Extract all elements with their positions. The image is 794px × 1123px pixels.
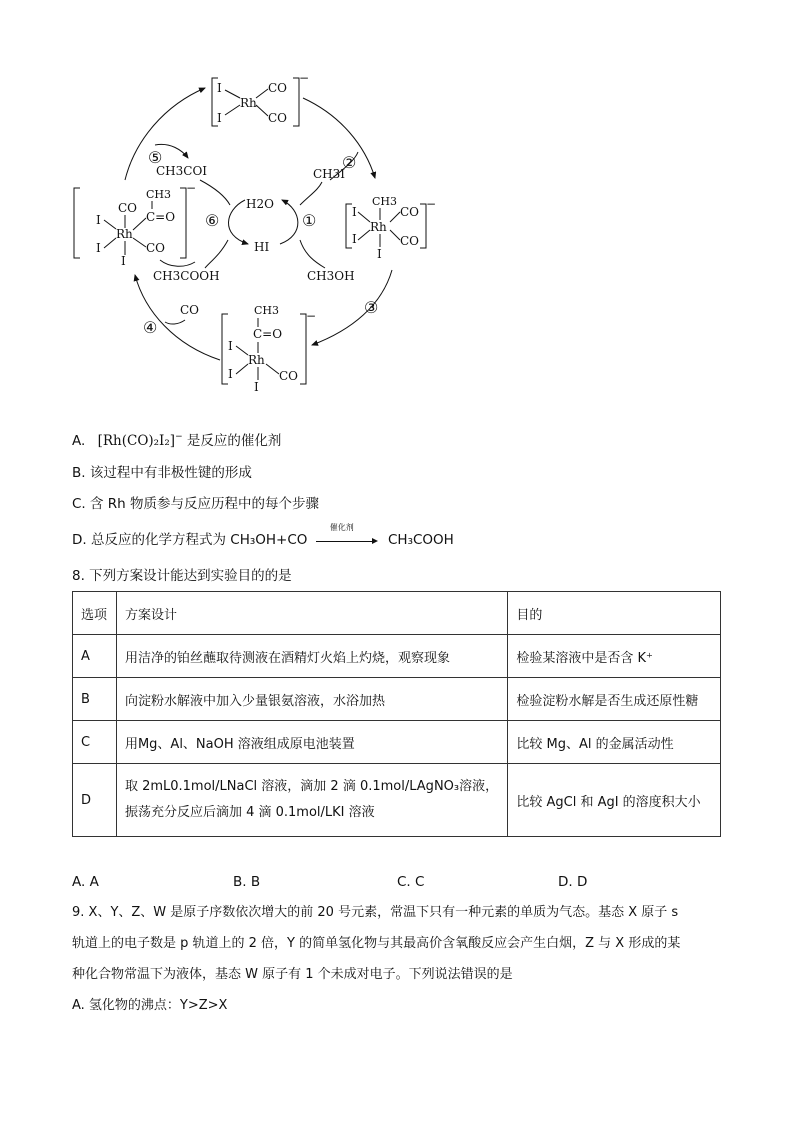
bottom-CO-2: CO: [279, 369, 299, 383]
row-c-purpose: 比较 Mg、Al 的金属活动性: [508, 721, 721, 764]
q8-choice-d: D. D: [558, 874, 588, 890]
inner-ch3cooh: [205, 240, 228, 268]
ch3oh-label: CH3OH: [307, 269, 355, 283]
co-in-arrow: [165, 320, 185, 324]
right-CO-1: CO: [400, 205, 420, 219]
row-a-purpose: 检验某溶液中是否含 K⁺: [508, 635, 721, 678]
left-charge: −: [186, 181, 197, 195]
ch3coi-label: CH3COI: [156, 164, 208, 178]
table-row: [73, 721, 721, 764]
catalyst-arrow: [316, 523, 380, 547]
step4-label: ④: [143, 318, 158, 337]
q7-option-c: C. 含 Rh 物质参与反应历程中的每个步骤: [72, 496, 320, 512]
right-complex: [346, 195, 436, 261]
row-d-design: [116, 764, 507, 837]
q9-line3: 种化合物常温下为液体，基态 W 原子有 1 个未成对电子。下列说法错误的是: [72, 967, 513, 982]
row-c-design: 用Mg、Al、NaOH 溶液组成原电池装置: [116, 721, 507, 764]
right-CO-2: CO: [400, 234, 420, 248]
step6-label: ⑥: [205, 211, 220, 230]
step3-label: ③: [364, 298, 379, 317]
ch3cooh-out-arrow: [160, 260, 195, 266]
q7-option-a-formula: [Rh(CO)₂I₂]: [97, 433, 176, 449]
left-CO-top: CO: [118, 201, 138, 215]
row-b-option: B: [73, 678, 117, 721]
q7-option-a: [72, 428, 281, 450]
header-option: 选项: [73, 592, 117, 635]
row-a-option: A: [73, 635, 117, 678]
top-charge: −: [299, 71, 310, 85]
step5-label: ⑤: [148, 148, 163, 167]
header-purpose: 目的: [508, 592, 721, 635]
q9-line1: 9. X、Y、Z、W 是原子序数依次增大的前 20 号元素，常温下只有一种元素的单质为气态。基态 X 原子 s: [72, 905, 679, 920]
left-CO-2: CO: [146, 241, 166, 255]
left-I-2: I: [96, 241, 101, 255]
top-complex: [212, 71, 309, 126]
step1-label: ①: [302, 211, 317, 230]
q7-option-a-text: 是反应的催化剂: [186, 433, 282, 449]
bottom-charge: −: [306, 309, 317, 323]
q7-option-d: [72, 523, 454, 549]
top-CO-2: CO: [268, 111, 288, 125]
right-Rh: Rh: [370, 220, 387, 234]
q7-option-a-charge: −: [175, 432, 183, 442]
q8-table: [72, 591, 721, 837]
step2-label: ②: [342, 153, 357, 172]
left-CO: C=O: [146, 210, 176, 224]
q8-stem: 8. 下列方案设计能达到实验目的的是: [72, 568, 292, 584]
inner-ch3i: [300, 182, 322, 205]
bottom-I-1: I: [228, 339, 233, 353]
q8-choice-a: A. A: [72, 874, 99, 890]
row-d-design-line1: 取 2mL0.1mol/LNaCl 溶液，滴加 2 滴 0.1mol/LAgNO₃溶液，: [124, 779, 499, 794]
table-row: [73, 635, 721, 678]
left-complex: [74, 181, 196, 268]
ch3i-label: CH3I: [313, 167, 346, 181]
inner-ch3coi: [200, 180, 230, 205]
ch3cooh-label: CH3COOH: [153, 269, 220, 283]
q7-option-b: B. 该过程中有非极性键的形成: [72, 465, 252, 481]
q8-choice-b: B. B: [233, 874, 261, 890]
row-b-purpose: 检验淀粉水解是否生成还原性糖: [508, 678, 721, 721]
q9-line2: 轨道上的电子数是 p 轨道上的 2 倍，Y 的简单氢化物与其最高价含氧酸反应会产生白烟，Z 与 X 形成的某: [72, 936, 681, 951]
top-CO-1: CO: [268, 81, 288, 95]
q8-choice-c: C. C: [397, 874, 425, 890]
bottom-complex: [222, 304, 316, 394]
h2o-label: H2O: [246, 197, 274, 211]
row-a-design: 用洁净的铂丝蘸取待测液在酒精灯火焰上灼烧，观察现象: [116, 635, 507, 678]
right-CH3: CH3: [372, 195, 398, 208]
row-b-design: 向淀粉水解液中加入少量银氨溶液，水浴加热: [116, 678, 507, 721]
catalytic-cycle-diagram: [0, 0, 794, 410]
right-I-3: I: [377, 247, 382, 261]
left-CH3: CH3: [146, 188, 172, 201]
top-I-2: I: [217, 111, 222, 125]
right-charge: −: [426, 197, 437, 211]
table-row: [73, 764, 721, 837]
row-d-option: D: [73, 764, 117, 837]
bottom-CO: C=O: [253, 327, 283, 341]
table-row: [73, 678, 721, 721]
left-Rh: Rh: [116, 227, 133, 241]
q7-option-d-label: D. 总反应的化学方程式为 CH₃OH+CO: [72, 532, 308, 548]
bottom-I-3: I: [254, 380, 259, 394]
bottom-I-2: I: [228, 367, 233, 381]
right-I-1: I: [352, 205, 357, 219]
bottom-Rh: Rh: [248, 353, 265, 367]
q9-option-a: A. 氢化物的沸点：Y>Z>X: [72, 998, 228, 1013]
catalyst-label: 催化剂: [329, 523, 354, 532]
q7-option-d-product: CH₃COOH: [388, 532, 454, 548]
hi-label: HI: [254, 240, 270, 254]
left-I-3: I: [121, 254, 126, 268]
row-d-purpose: 比较 AgCl 和 AgI 的溶度积大小: [508, 764, 721, 837]
top-Rh: Rh: [240, 96, 257, 110]
header-design: 方案设计: [116, 592, 507, 635]
q7-option-a-label: A.: [72, 433, 86, 449]
table-header-row: [73, 592, 721, 635]
row-d-design-line2: 振荡充分反应后滴加 4 滴 0.1mol/LKI 溶液: [124, 805, 375, 820]
co-label: CO: [180, 303, 200, 317]
top-I-1: I: [217, 81, 222, 95]
inner-ch3oh: [300, 240, 325, 268]
arrow-step2: [303, 98, 375, 178]
right-I-2: I: [352, 232, 357, 246]
bottom-CH3: CH3: [254, 304, 280, 317]
inner-arrow-step1: [280, 200, 298, 244]
left-I-1: I: [96, 213, 101, 227]
row-c-option: C: [73, 721, 117, 764]
